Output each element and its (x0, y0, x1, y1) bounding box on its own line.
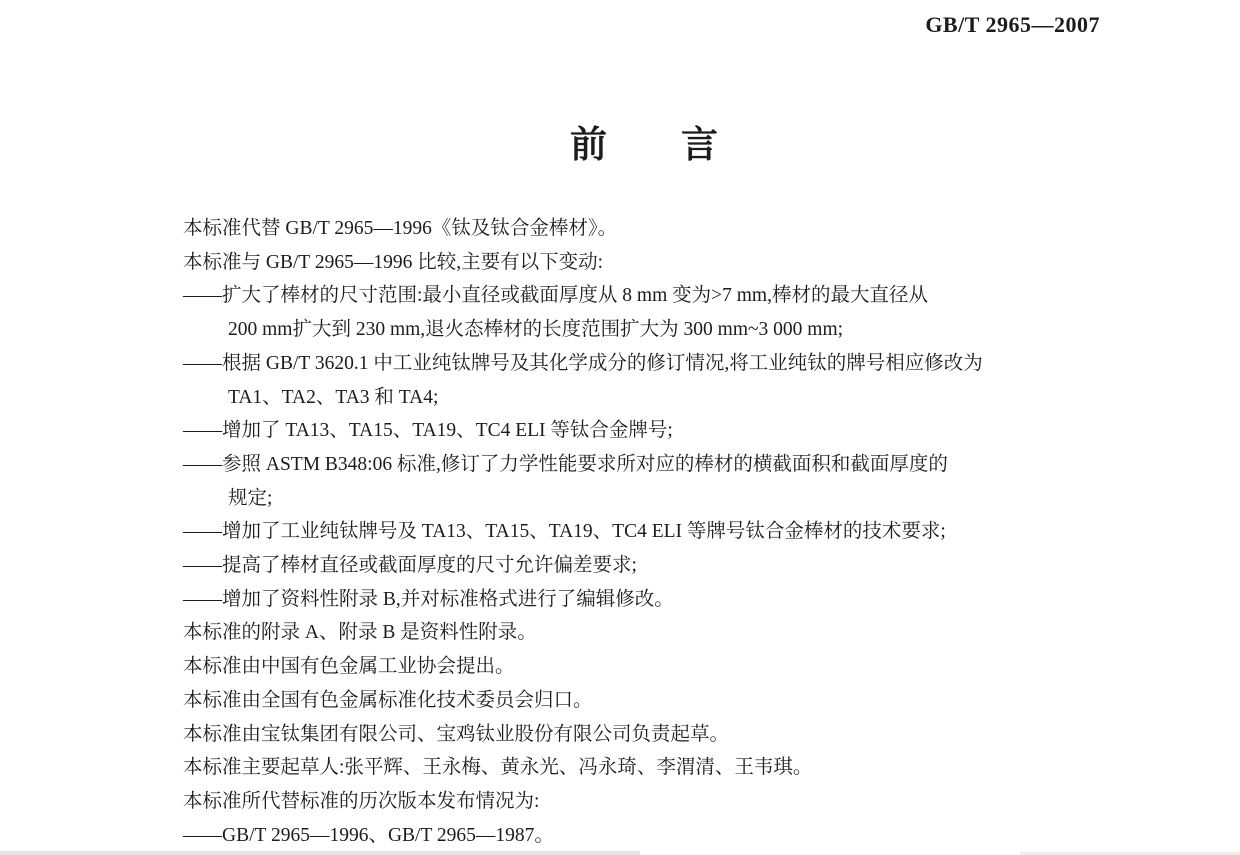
scan-edge-artifact (0, 851, 640, 855)
document-line: ——提高了棒材直径或截面厚度的尺寸允许偏差要求; (183, 555, 637, 577)
document-line: ——增加了 TA13、TA15、TA19、TC4 ELI 等钛合金牌号; (183, 420, 673, 442)
document-line: ——参照 ASTM B348:06 标准,修订了力学性能要求所对应的棒材的横截面积和截面厚度的 (183, 453, 948, 475)
document-line: 本标准的附录 A、附录 B 是资料性附录。 (183, 622, 537, 644)
document-line: 本标准与 GB/T 2965—1996 比较,主要有以下变动: (183, 251, 603, 273)
document-line: ——GB/T 2965—1996、GB/T 2965—1987。 (183, 824, 554, 846)
document-line: ——扩大了棒材的尺寸范围:最小直径或截面厚度从 8 mm 变为>7 mm,棒材的最大直径从 (183, 285, 928, 307)
document-line: ——增加了资料性附录 B,并对标准格式进行了编辑修改。 (183, 588, 674, 610)
document-line: 本标准主要起草人:张平辉、王永梅、黄永光、冯永琦、李渭清、王韦琪。 (183, 757, 813, 779)
document-line: 本标准代替 GB/T 2965—1996《钛及钛合金棒材》。 (183, 218, 618, 239)
foreword-title: 前 言 (570, 125, 718, 166)
document-line: ——增加了工业纯钛牌号及 TA13、TA15、TA19、TC4 ELI 等牌号钛合金棒材的技术要求; (183, 521, 946, 543)
document-line: TA1、TA2、TA3 和 TA4; (228, 386, 439, 408)
document-line: 本标准由中国有色金属工业协会提出。 (183, 656, 515, 678)
document-line: 本标准由全国有色金属标准化技术委员会归口。 (183, 689, 593, 711)
document-line: ——根据 GB/T 3620.1 中工业纯钛牌号及其化学成分的修订情况,将工业纯钛的牌号相应修改为 (183, 352, 983, 374)
foreword-body (183, 212, 1113, 852)
document-line: 200 mm扩大到 230 mm,退火态棒材的长度范围扩大为 300 mm~3 000 mm; (228, 319, 844, 341)
document-line: 本标准所代替标准的历次版本发布情况为: (183, 790, 540, 812)
document-line: 本标准由宝钛集团有限公司、宝鸡钛业股份有限公司负责起草。 (183, 723, 730, 745)
standard-number: GB/T 2965—2007 (925, 12, 1100, 37)
document-line: 规定; (228, 487, 273, 509)
